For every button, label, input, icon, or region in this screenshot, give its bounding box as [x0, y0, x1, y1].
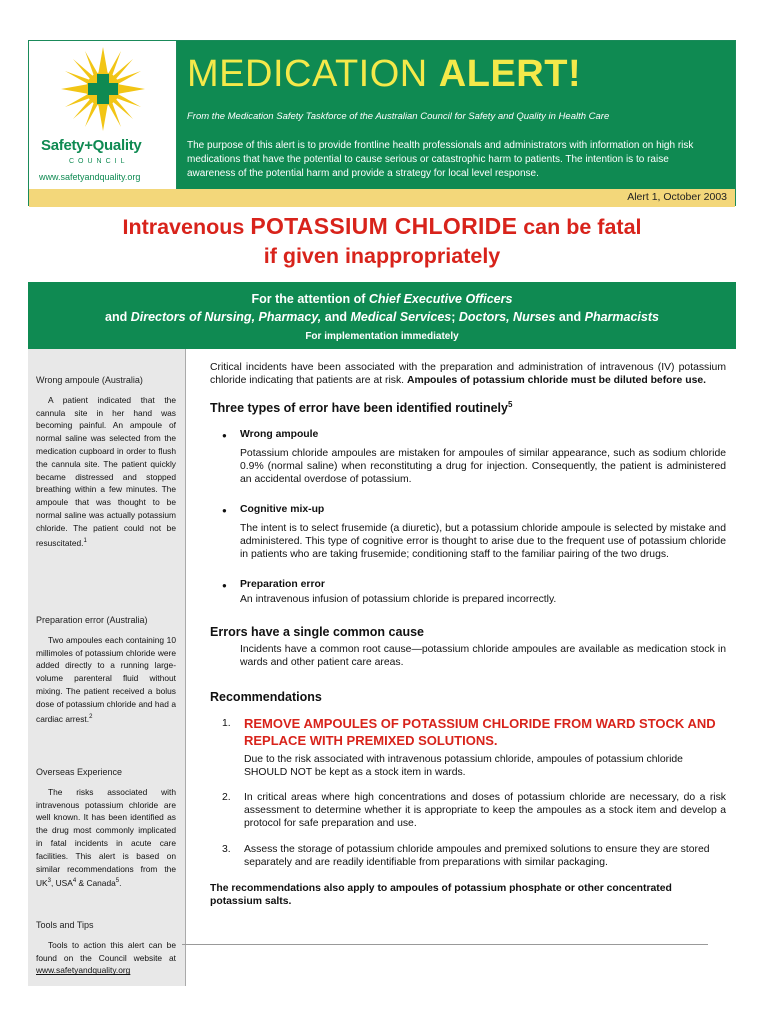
rec-body: In critical areas where high concentrations and doses of potassium chloride are necessary, do a risk assessment to determine whether it is appropriate to keep the ampoules as a stock item and develop a protocol for safe preparation and use.	[244, 792, 726, 830]
footnote-ref: 4	[72, 878, 77, 885]
council-logo	[29, 41, 177, 189]
intro-bold: Ampoules of potassium chloride must be diluted before use.	[406, 375, 707, 386]
recommendations-heading: Recommendations	[210, 690, 322, 705]
rec-number: 1.	[222, 718, 231, 730]
attention-l2-c: and	[321, 310, 351, 324]
recommendation-2	[210, 791, 726, 830]
sidebar-s3-text: The risks associated with intravenous potassium chloride are well known. It has been identified as the drug most commonly implicated in fatal incidents in acute care facilities. This alert is based on similar recommendations from the UK	[36, 786, 176, 889]
rec-number: 2.	[222, 792, 231, 804]
attention-bar	[28, 282, 736, 349]
headline-line1	[28, 212, 736, 242]
attention-l2-e: ;	[451, 310, 459, 324]
cause-heading: Errors have a single common cause	[210, 625, 424, 640]
headline-post: can be fatal	[517, 215, 642, 239]
error-body: An intravenous infusion of potassium chloride is prepared incorrectly.	[240, 594, 557, 606]
purpose-text: The purpose of this alert is to provide frontline health professionals and administrators with information on high risk medications that have the potential to cause serious or catastrophic harm to patients. The intention is to raise awareness of the potential harm and provide a strategy for local level response.	[187, 140, 694, 179]
sidebar-preparation-error	[36, 614, 176, 725]
sidebar-s1-text: A patient indicated that the cannula site in her hand was becoming painful. An ampoule of normal saline was selected from the medication cupboard in order to flush the cannula site. The patient quickly became distressed and stopped breathing within a few minutes. The ampoule that was thought to be normal saline was actually potassium chloride. The patient could not be resuscitated.	[36, 394, 176, 548]
bullet-icon: ●	[222, 581, 227, 591]
logo-name: Safety+Quality	[41, 137, 142, 154]
title-normal: MEDICATION	[187, 53, 439, 95]
sidebar-heading: Wrong ampoule (Australia)	[36, 375, 143, 385]
error-body: Potassium chloride ampoules are mistaken for ampoules of similar appearance, such as sodium chloride 0.9% (normal saline) when reconstituting a drug for injection. Consequently, the patient is administered an accidental overdose of potassium.	[240, 448, 726, 486]
attention-line1	[28, 292, 736, 306]
attention-l2-h: Pharmacists	[584, 310, 659, 324]
rec-number: 3.	[222, 844, 231, 856]
error-body: The intent is to select frusemide (a diuretic), but a potassium chloride ampoule is selected by mistake and administered. This type of cognitive error is thought to arise due to the frequent use of potassium chloride in patients who are taking frusemide; conditioning staff to the familiar pairing of the two drugs.	[240, 523, 726, 561]
bullet-icon: ●	[222, 431, 227, 441]
attention-l2-b: Directors of Nursing, Pharmacy,	[130, 310, 322, 324]
logo-url[interactable]: www.safetyandquality.org	[39, 172, 141, 182]
attention-l2-f: Doctors, Nurses	[458, 310, 556, 324]
headline-pre: Intravenous	[122, 215, 251, 239]
error-title: Cognitive mix-up	[240, 504, 325, 516]
starburst-cross-icon	[61, 47, 145, 131]
sidebar-body	[36, 786, 176, 890]
headline-drug: POTASSIUM CHLORIDE	[250, 213, 518, 239]
attention-l1-em: Chief Executive Officers	[368, 292, 513, 306]
closing-note: The recommendations also apply to ampoules of potassium phosphate or other concentrated potassium salts.	[210, 883, 672, 908]
from-line: From the Medication Safety Taskforce of the Australian Council for Safety and Quality in Health Care	[187, 111, 610, 122]
footnote-ref: 3	[47, 878, 51, 885]
recommendation-1	[210, 715, 726, 779]
rec-title: REMOVE AMPOULES OF POTASSIUM CHLORIDE FROM WARD STOCK AND REPLACE WITH PREMIXED SOLUTIONS.	[244, 716, 716, 749]
title-bold: ALERT!	[438, 53, 582, 95]
logo-council: COUNCIL	[69, 158, 129, 165]
error-item-preparation	[210, 578, 726, 606]
sidebar-overseas	[36, 766, 176, 890]
sidebar-s3-mid: , USA	[50, 878, 73, 889]
attention-line2	[28, 310, 736, 324]
alert-page	[28, 40, 736, 976]
cause-body: Incidents have a common root cause—potassium chloride ampoules are available as medication stock in wards and other patient care areas.	[240, 644, 726, 669]
intro-paragraph	[210, 361, 726, 387]
bullet-icon: ●	[222, 506, 227, 516]
header-banner	[177, 41, 735, 189]
footnote-ref: 5	[115, 878, 120, 885]
sidebar	[28, 349, 186, 986]
rec-body: Due to the risk associated with intravenous potassium chloride, ampoules of potassium chloride SHOULD NOT be kept as a stock item in wards.	[244, 754, 683, 779]
sidebar-s4-text: Tools to action this alert can be found on the Council website at	[36, 939, 176, 963]
footnote-ref: 1	[83, 537, 87, 544]
main-content	[210, 361, 726, 908]
sidebar-tools	[36, 919, 176, 977]
header	[28, 40, 736, 206]
bottom-divider	[182, 944, 708, 945]
alert-info: Alert 1, October 2003	[627, 191, 727, 203]
error-title: Wrong ampoule	[240, 429, 319, 441]
council-website-link[interactable]: www.safetyandquality.org	[36, 965, 131, 976]
sidebar-wrong-ampoule	[36, 374, 176, 549]
sidebar-heading: Tools and Tips	[36, 920, 94, 930]
attention-l2-d: Medical Services	[350, 310, 452, 324]
sidebar-body	[36, 394, 176, 549]
footnote-ref: 2	[89, 713, 93, 720]
headline	[28, 212, 736, 271]
page-title	[187, 53, 581, 96]
errors-heading	[210, 398, 726, 415]
attention-line3: For implementation immediately	[305, 331, 459, 342]
sidebar-s2-text: Two ampoules each containing 10 millimoles of potassium chloride were added directly to a running large-volume parenteral fluid without mixing. The patient received a bolus dose of potassium chloride and had a cardiac arrest.	[36, 634, 176, 724]
attention-l2-g: and	[555, 310, 585, 324]
attention-l1-pre: For the attention of	[251, 292, 369, 306]
recommendation-3	[210, 843, 726, 869]
headline-line2: if given inappropriately	[263, 244, 501, 268]
footnote-ref: 5	[508, 400, 513, 409]
sidebar-s3-dot: .	[119, 878, 122, 889]
sidebar-s3-end: & Canada	[76, 878, 116, 889]
sidebar-heading: Preparation error (Australia)	[36, 615, 148, 625]
error-item-wrong-ampoule	[210, 428, 726, 486]
rec-body: Assess the storage of potassium chloride ampoules and premixed solutions to ensure they are stored separately and are readily identifiable from preparations with similar packaging.	[244, 844, 710, 869]
sidebar-body	[36, 939, 176, 977]
attention-l2-a: and	[105, 310, 131, 324]
error-title: Preparation error	[240, 579, 325, 591]
intro-text: Critical incidents have been associated with the preparation and administration of intravenous (IV) potassium chloride indicating that patients are at risk.	[210, 362, 726, 386]
error-item-cognitive	[210, 503, 726, 561]
sidebar-heading: Overseas Experience	[36, 767, 123, 777]
errors-heading-text: Three types of error have been identified routinely	[210, 401, 508, 416]
alert-info-bar	[29, 189, 735, 207]
sidebar-body	[36, 634, 176, 725]
